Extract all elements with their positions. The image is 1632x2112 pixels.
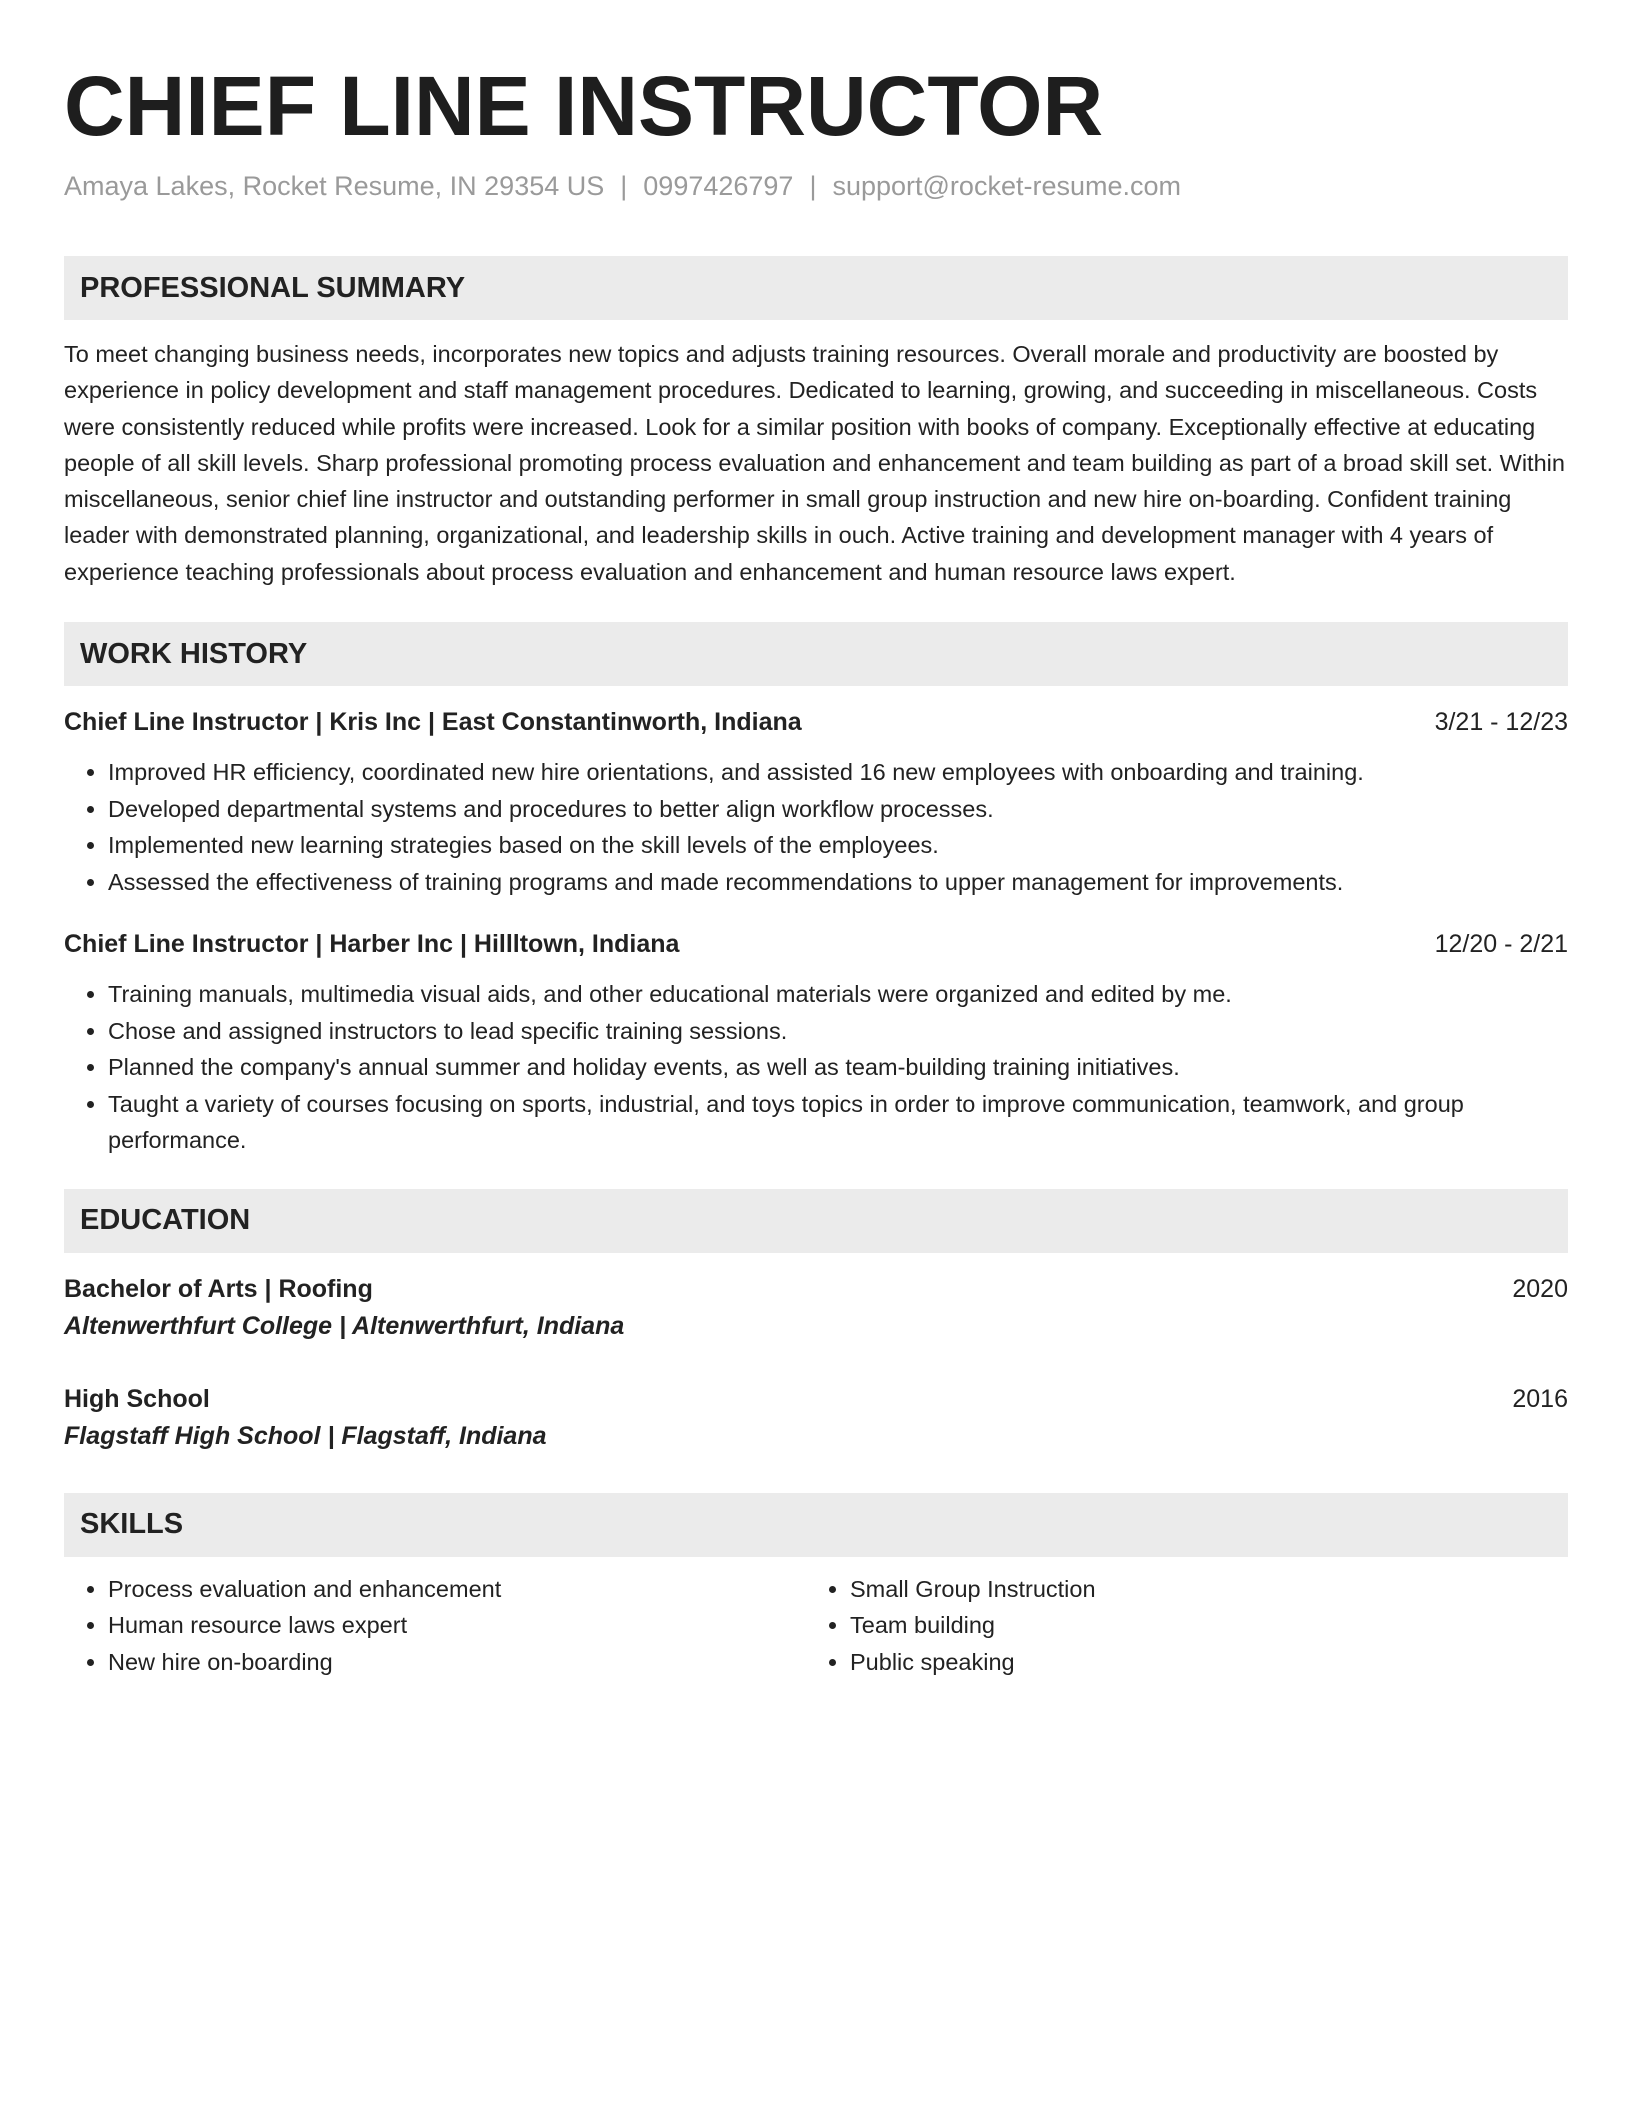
education-year: 2020 [1512,1274,1568,1303]
job-bullet-list [64,754,1568,900]
summary-text: To meet changing business needs, incorporates new topics and adjusts training resources. Overall morale and productivity are boosted by experience in policy development and staff management procedures. Dedicated to learning, growing, and succeeding in miscellaneous. Costs were consistently reduced while profits were increased. Look for a similar position with books of company. Exceptionally effective at educating people of all skill levels. Sharp professional promoting process evaluation and enhancement and team building as part of a broad skill set. Within miscellaneous, senior chief line instructor and outstanding performer in small group instruction and new hire on-boarding. Confident training leader with demonstrated planning, organizational, and leadership skills in ouch. Active training and development manager with 4 years of experience teaching professionals about process evaluation and enhancement and human resource laws expert. [64,341,1565,585]
job-bullet: • Implemented new learning strategies based on the skill levels of the employees. [108,827,1568,864]
job-title: Chief Line Instructor | Kris Inc | East Constantinworth, Indiana [64,708,802,737]
summary-heading: PROFESSIONAL SUMMARY [64,256,1568,320]
contact-separator: | [809,171,817,201]
job-bullet: • Chose and assigned instructors to lead specific training sessions. [108,1013,1568,1050]
job-header [64,926,1568,962]
education-entry [64,1271,1568,1345]
skill-item: • Human resource laws expert [108,1607,806,1644]
job-title: Chief Line Instructor | Harber Inc | Hillltown, Indiana [64,930,680,959]
job-bullet: • Developed departmental systems and procedures to better align workflow processes. [108,791,1568,828]
education-degree: Bachelor of Arts | Roofing [64,1274,373,1303]
skill-item: • New hire on-boarding [108,1644,806,1681]
job-dates: 3/21 - 12/23 [1434,708,1568,737]
skill-item: • Public speaking [850,1644,1548,1681]
skills-list-right [806,1571,1548,1681]
skills-list-left [64,1571,806,1681]
education-degree: High School [64,1384,210,1413]
skills-heading: SKILLS [64,1493,1568,1557]
job-bullet: • Taught a variety of courses focusing on sports, industrial, and toys topics in order to improve communication, teamwork, and group performance. [108,1086,1568,1159]
contact-email: support@rocket-resume.com [832,171,1181,201]
candidate-name: CHIEF LINE INSTRUCTOR [64,59,1104,153]
skills-columns [64,1571,1568,1681]
job-bullet: • Planned the company's annual summer and holiday events, as well as team-building training initiatives. [108,1049,1568,1086]
resume-page [64,0,1568,1680]
education-header [64,1381,1568,1417]
contact-address: Amaya Lakes, Rocket Resume, IN 29354 US [64,171,605,201]
education-school: Altenwerthfurt College | Altenwerthfurt, Indiana [64,1311,625,1340]
work-history-heading: WORK HISTORY [64,622,1568,686]
job-entry [64,704,1568,900]
skill-item: • Small Group Instruction [850,1571,1548,1608]
job-dates: 12/20 - 2/21 [1434,930,1568,959]
contact-phone: 0997426797 [643,171,794,201]
job-bullet-list [64,976,1568,1159]
job-bullet: • Training manuals, multimedia visual aids, and other educational materials were organized and edited by me. [108,976,1568,1013]
contact-separator: | [620,171,628,201]
education-heading: EDUCATION [64,1189,1568,1253]
education-entry [64,1381,1568,1455]
skill-item: • Team building [850,1607,1548,1644]
job-bullet: • Improved HR efficiency, coordinated new hire orientations, and assisted 16 new employees with onboarding and training. [108,754,1568,791]
job-entry [64,926,1568,1159]
education-year: 2016 [1512,1384,1568,1413]
contact-line [64,168,1568,204]
education-header [64,1271,1568,1307]
job-header [64,704,1568,740]
education-school: Flagstaff High School | Flagstaff, Indiana [64,1421,547,1450]
skill-item: • Process evaluation and enhancement [108,1571,806,1608]
job-bullet: • Assessed the effectiveness of training programs and made recommendations to upper management for improvements. [108,864,1568,901]
